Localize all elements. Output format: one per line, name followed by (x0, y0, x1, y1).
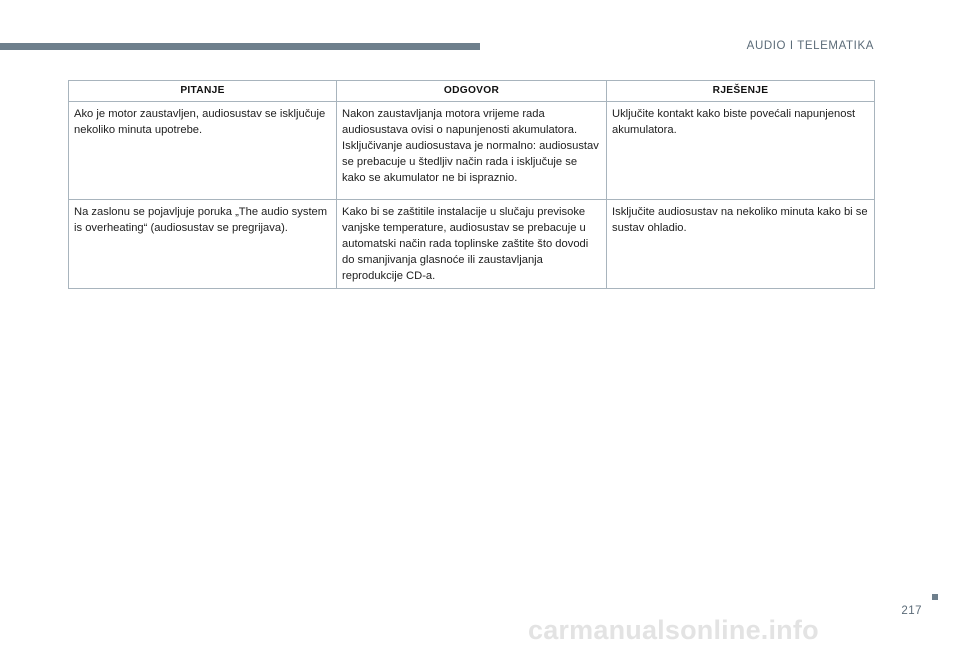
answer-cell: Nakon zaustavljanja motora vrijeme rada audiosustava ovisi o napunjenosti akumulatora. Isključivanje audiosustava je normalno: audiosustav se prebacuje u štedljiv način rada i isključuje se kako se akumulator ne bi ispraznio. (337, 102, 607, 200)
solution-cell: Uključite kontakt kako biste povećali napunjenost akumulatora. (607, 102, 875, 200)
troubleshooting-table (68, 80, 875, 289)
question-cell: Ako je motor zaustavljen, audiosustav se isključuje nekoliko minuta upotrebe. (69, 102, 337, 200)
solution-cell: Isključite audiosustav na nekoliko minuta kako bi se sustav ohladio. (607, 200, 875, 289)
page-number: 217 (901, 605, 922, 617)
column-header-question: PITANJE (69, 81, 337, 102)
section-title: AUDIO I TELEMATIKA (746, 40, 874, 52)
table-row (69, 200, 875, 289)
table-header-row (69, 81, 875, 102)
column-header-answer: ODGOVOR (337, 81, 607, 102)
watermark-text: carmanualsonline.info (528, 615, 819, 645)
question-cell: Na zaslonu se pojavljuje poruka „The audio system is overheating“ (audiosustav se pregrijava). (69, 200, 337, 289)
column-header-solution: RJEŠENJE (607, 81, 875, 102)
table-row (69, 102, 875, 200)
answer-cell: Kako bi se zaštitile instalacije u slučaju previsoke vanjske temperature, audiosustav se prebacuje u automatski način rada toplinske zaštite što dovodi do smanjivanja glasnoće ili zaustavljanja reprodukcije CD-a. (337, 200, 607, 289)
page-marker-square (932, 594, 938, 600)
header-accent-bar (0, 43, 480, 50)
